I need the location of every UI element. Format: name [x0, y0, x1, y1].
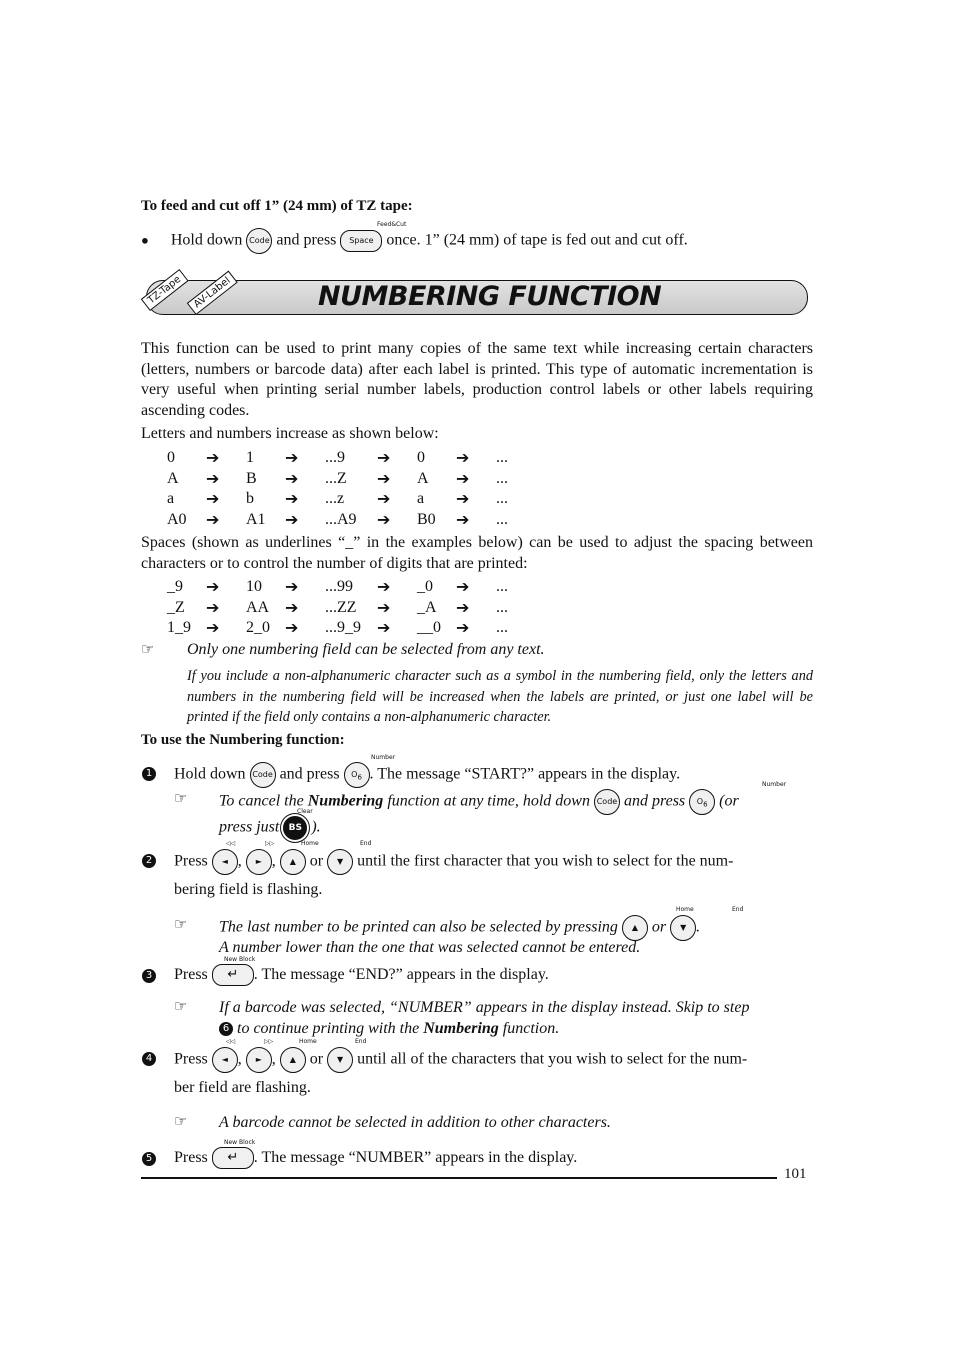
sequence-value: ...Z: [325, 469, 347, 487]
arrow-icon: ➔: [377, 618, 391, 637]
arrow-icon: ➔: [377, 448, 391, 467]
sequence-value: ...: [496, 578, 508, 595]
step-2-note-line-1: The last number to be printed can also be selected by pressing ▲ or ▼ .: [219, 915, 700, 941]
arrow-icon: ➔: [377, 577, 391, 596]
footer-rule: [141, 1177, 777, 1179]
letters-intro: Letters and numbers increase as shown below:: [141, 425, 439, 442]
sequence-value: ...: [496, 619, 508, 636]
sequence-value: _9: [167, 578, 183, 595]
sequence-value: AA: [246, 598, 270, 616]
space-key-icon: Space: [340, 230, 382, 252]
step-2-number: 2: [142, 854, 156, 868]
sequence-value: B: [246, 469, 257, 487]
step-3-note-line-1: If a barcode was selected, “NUMBER” appears in the display instead. Skip to step: [219, 999, 750, 1016]
tz-tape-tag: TZ-Tape: [141, 269, 189, 311]
arrow-icon: ➔: [377, 597, 391, 617]
arrow-icon: ➔: [456, 597, 470, 617]
sequence-row: [167, 618, 536, 639]
right-caption: ▷▷: [265, 840, 275, 847]
enter-key-icon: ↵: [212, 1147, 254, 1169]
bullet: ●: [141, 232, 149, 248]
code-key-icon: Code: [594, 789, 620, 815]
note-hand-icon: ☞: [141, 640, 155, 658]
arrow-icon: ➔: [285, 468, 299, 488]
right-caption: ▷▷: [264, 1038, 274, 1045]
arrow-icon: ➔: [206, 597, 220, 617]
note-hand-icon: ☞: [174, 997, 188, 1015]
section-title: NUMBERING FUNCTION: [318, 281, 662, 312]
step-1-note-line-2: press just BS ).: [219, 816, 321, 840]
sequence-value: A: [417, 469, 429, 487]
sequence-value: ...: [496, 469, 508, 487]
left-caption: ◁◁: [226, 1038, 236, 1045]
down-arrow-key-icon: ▼: [327, 1047, 353, 1073]
up-arrow-key-icon: ▲: [622, 915, 648, 941]
arrow-icon: ➔: [206, 509, 220, 529]
up-arrow-key-icon: ▲: [280, 849, 306, 875]
new-block-caption: New Block: [224, 1139, 256, 1146]
up-arrow-key-icon: ▲: [280, 1047, 306, 1073]
number-caption: Number: [762, 781, 787, 788]
code-key-icon: Code: [250, 762, 276, 788]
sequence-value: ...: [496, 449, 508, 466]
note1-sub: If you include a non-alphanumeric character such as a symbol in the numbering field, only the letters and numbers in the numbering field will be increased when the labels are printed, or just one label will be printed if the field only contains a non-alphanumeric character.: [187, 668, 813, 725]
sequence-row: [167, 489, 536, 510]
enter-key-icon: ↵: [212, 964, 254, 986]
arrow-icon: ➔: [206, 618, 220, 637]
sequence-value: 0: [417, 449, 425, 466]
sequence-value: ...ZZ: [325, 598, 357, 616]
sequence-value: a: [417, 490, 425, 507]
sequence-value: ...: [496, 510, 508, 528]
note-hand-icon: ☞: [174, 789, 188, 807]
arrow-icon: ➔: [456, 448, 470, 467]
sequence-value: A: [167, 469, 179, 487]
sequence-value: 1_9: [167, 619, 191, 636]
feed-heading: To feed and cut off 1” (24 mm) of TZ tape:: [141, 198, 413, 214]
step-4-note: A barcode cannot be selected in addition to other characters.: [219, 1114, 611, 1131]
code-key-icon: Code: [246, 228, 272, 254]
left-arrow-key-icon: ◄: [212, 1047, 238, 1073]
end-caption: End: [732, 906, 744, 913]
sequence-value: A0: [167, 510, 187, 528]
sequence-value: 10: [246, 578, 262, 595]
arrow-icon: ➔: [456, 509, 470, 529]
sequence-value: ...A9: [325, 510, 357, 528]
arrow-icon: ➔: [206, 577, 220, 596]
sequence-table-2: [167, 577, 536, 639]
clear-caption: Clear: [297, 808, 313, 815]
arrow-icon: ➔: [456, 468, 470, 488]
step-4-text: Press ◄ , ► , ▲ or ▼ until all of the characters that you wish to select for the num-: [174, 1047, 747, 1073]
spaces-paragraph: Spaces (shown as underlines “_” in the examples below) can be used to adjust the spacing between characters or to control the number of digits that are printed:: [141, 534, 813, 572]
arrow-icon: ➔: [285, 489, 299, 508]
arrow-icon: ➔: [285, 597, 299, 617]
sequence-row: [167, 469, 536, 490]
arrow-icon: ➔: [456, 577, 470, 596]
left-caption: ◁◁: [226, 840, 236, 847]
note-hand-icon: ☞: [174, 915, 188, 933]
sequence-row: [167, 598, 536, 619]
note1-main: Only one numbering field can be selected from any text.: [187, 641, 545, 658]
sequence-value: b: [246, 490, 254, 507]
arrow-icon: ➔: [377, 489, 391, 508]
arrow-icon: ➔: [377, 468, 391, 488]
step-5-number: 5: [142, 1152, 156, 1166]
av-label-tag: AV-Label: [187, 271, 238, 315]
down-arrow-key-icon: ▼: [670, 915, 696, 941]
step-2-text: Press ◄ , ► , ▲ or ▼ until the first character that you wish to select for the num-: [174, 849, 733, 875]
sequence-value: ...9: [325, 449, 345, 466]
home-caption: Home: [299, 1038, 317, 1045]
arrow-icon: ➔: [285, 448, 299, 467]
sequence-value: A1: [246, 510, 266, 528]
feed-instruction: ● Hold down Code and press Space once. 1” (24 mm) of tape is fed out and cut off.: [141, 228, 688, 254]
arrow-icon: ➔: [456, 618, 470, 637]
feed-cut-caption: Feed&Cut: [377, 221, 407, 228]
use-heading: To use the Numbering function:: [141, 732, 345, 748]
step-4-text-cont: ber field are flashing.: [174, 1079, 311, 1096]
step-2-note-line-2: A number lower than the one that was selected cannot be entered.: [219, 939, 641, 956]
new-block-caption: New Block: [224, 956, 256, 963]
sequence-value: ...99: [325, 578, 353, 595]
sequence-value: ...9_9: [325, 619, 361, 636]
sequence-table-1: [167, 448, 536, 530]
intro-paragraph: This function can be used to print many copies of the same text while increasing certain characters (letters, numbers or barcode data) after each label is printed. This type of automatic incrementation is very useful when printing serial number labels, production control labels or other labels requiring ascending codes.: [141, 340, 813, 419]
number-caption: Number: [371, 754, 396, 761]
arrow-icon: ➔: [285, 618, 299, 637]
sequence-value: ...: [496, 598, 508, 616]
sequence-value: ...z: [325, 490, 345, 507]
arrow-icon: ➔: [285, 577, 299, 596]
step-4-number: 4: [142, 1052, 156, 1066]
step-3-number: 3: [142, 969, 156, 983]
step-1-note-line-1: To cancel the Numbering function at any time, hold down Code and press $O_6$ (or: [219, 789, 739, 815]
sequence-value: _A: [417, 598, 437, 616]
sequence-value: _0: [417, 578, 433, 595]
step-6-ref-number: 6: [219, 1022, 233, 1036]
sequence-row: [167, 448, 536, 469]
arrow-icon: ➔: [206, 468, 220, 488]
end-caption: End: [355, 1038, 367, 1045]
step-3-text: Press ↵ . The message “END?” appears in the display.: [174, 964, 549, 986]
note-hand-icon: ☞: [174, 1112, 188, 1130]
right-arrow-key-icon: ►: [246, 1047, 272, 1073]
sequence-row: [167, 510, 536, 531]
sequence-value: 0: [167, 449, 175, 466]
sequence-value: __0: [417, 619, 441, 636]
right-arrow-key-icon: ►: [246, 849, 272, 875]
sequence-row: [167, 577, 536, 598]
step-1-number: 1: [142, 767, 156, 781]
sequence-value: 1: [246, 449, 254, 466]
arrow-icon: ➔: [206, 448, 220, 467]
end-caption: End: [360, 840, 372, 847]
home-caption: Home: [676, 906, 694, 913]
sequence-value: a: [167, 490, 175, 507]
down-arrow-key-icon: ▼: [327, 849, 353, 875]
arrow-icon: ➔: [377, 509, 391, 529]
sequence-value: B0: [417, 510, 436, 528]
sequence-value: _Z: [167, 598, 185, 616]
left-arrow-key-icon: ◄: [212, 849, 238, 875]
step-3-note-line-2: 6 to continue printing with the Numbering function.: [219, 1018, 559, 1040]
sequence-value: 2_0: [246, 619, 270, 636]
number-key-icon: $O_6$: [689, 789, 715, 815]
step-5-text: Press ↵ . The message “NUMBER” appears in the display.: [174, 1147, 577, 1169]
step-1-text: Hold down Code and press $O_6$ . The message “START?” appears in the display.: [174, 762, 680, 788]
arrow-icon: ➔: [456, 489, 470, 508]
arrow-icon: ➔: [285, 509, 299, 529]
home-caption: Home: [301, 840, 319, 847]
step-2-text-cont: bering field is flashing.: [174, 881, 323, 898]
number-key-icon: $O_6$: [344, 762, 370, 788]
bs-key-icon: BS: [283, 816, 307, 840]
sequence-value: ...: [496, 490, 508, 507]
page-number: 101: [784, 1166, 807, 1182]
arrow-icon: ➔: [206, 489, 220, 508]
